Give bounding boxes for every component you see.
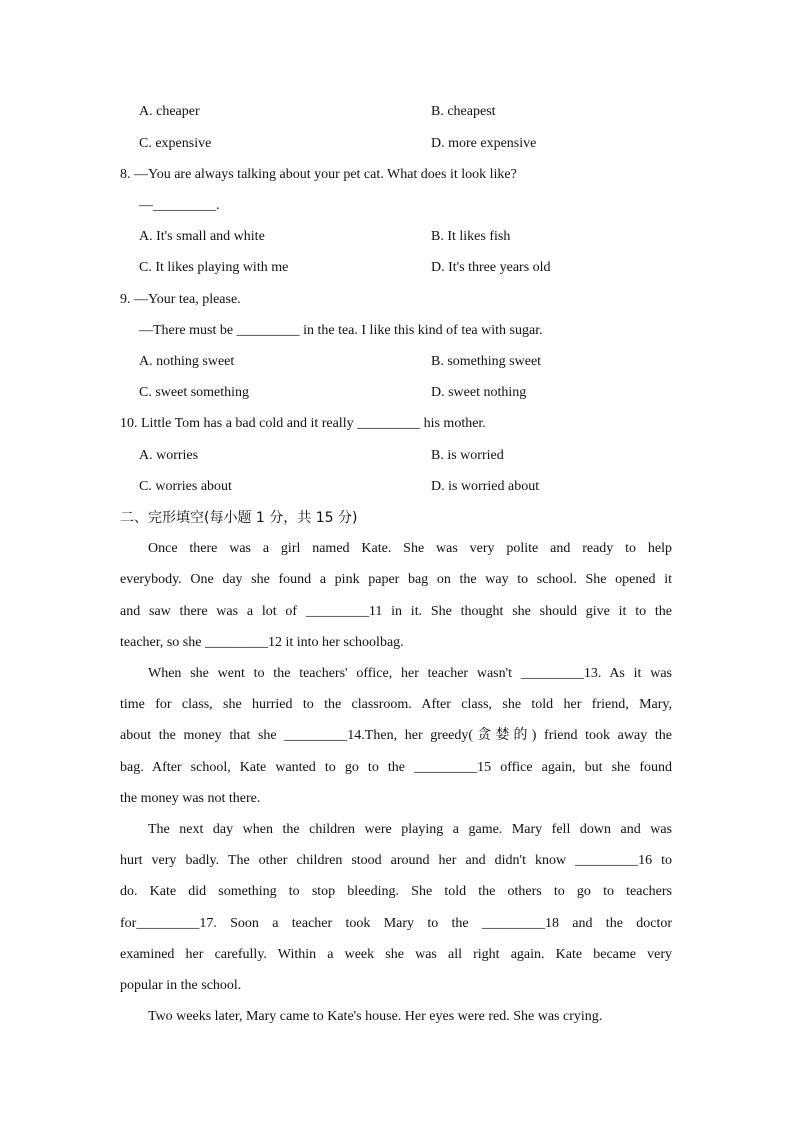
q9-option-a: A. nothing sweet [139, 354, 235, 369]
passage-line: bag. After school, Kate wanted to go to the _________15 office again, but she found [120, 760, 672, 775]
q9-answer-line: —There must be _________ in the tea. I like this kind of tea with sugar. [139, 323, 543, 338]
passage-line: everybody. One day she found a pink paper bag on the way to school. She opened it [120, 572, 672, 587]
q9-option-b: B. something sweet [431, 354, 542, 369]
passage-line: popular in the school. [120, 978, 242, 993]
q9-stem: 9. —Your tea, please. [120, 292, 241, 307]
passage-line: teacher, so she _________12 it into her schoolbag. [120, 635, 404, 650]
passage-line: Two weeks later, Mary came to Kate's house. Her eyes were red. She was crying. [148, 1009, 603, 1024]
q10-option-b: B. is worried [431, 448, 504, 463]
q7-option-c: C. expensive [139, 136, 212, 151]
q10-option-c: C. worries about [139, 479, 232, 494]
section-title: 二、完形填空(每小题 1 分，共 15 分) [120, 510, 358, 526]
passage-line: and saw there was a lot of _________11 in it. She thought she should give it to the [120, 604, 672, 619]
q8-option-a: A. It's small and white [139, 229, 265, 244]
passage-line: examined her carefully. Within a week she was all right again. Kate became very [120, 947, 672, 962]
q8-option-c: C. It likes playing with me [139, 260, 289, 275]
passage-line: When she went to the teachers' office, her teacher wasn't _________13. As it was [148, 666, 672, 681]
passage-line: time for class, she hurried to the classroom. After class, she told her friend, Mary, [120, 697, 672, 712]
q8-stem: 8. —You are always talking about your pet cat. What does it look like? [120, 167, 517, 182]
q9-option-c: C. sweet something [139, 385, 250, 400]
q10-option-a: A. worries [139, 448, 199, 463]
q9-option-d: D. sweet nothing [431, 385, 527, 400]
q10-stem: 10. Little Tom has a bad cold and it really _________ his mother. [120, 416, 486, 431]
passage-line: The next day when the children were playing a game. Mary fell down and was [148, 822, 672, 837]
q10-option-d: D. is worried about [431, 479, 540, 494]
q7-option-b: B. cheapest [431, 104, 496, 119]
q8-option-d: D. It's three years old [431, 260, 551, 275]
q7-option-a: A. cheaper [139, 104, 200, 119]
passage-line: for_________17. Soon a teacher took Mary to the _________18 and the doctor [120, 916, 672, 931]
passage-line: about the money that she _________14.Then, her greedy(贪婪的) friend took away the [120, 728, 672, 743]
passage-line: Once there was a girl named Kate. She was very polite and ready to help [148, 541, 672, 556]
passage-line: hurt very badly. The other children stood around her and didn't know _________16 to [120, 853, 672, 868]
passage-line: the money was not there. [120, 791, 261, 806]
passage-line: do. Kate did something to stop bleeding. She told the others to go to teachers [120, 884, 672, 899]
q8-answer-line: —_________. [139, 198, 220, 213]
q7-option-d: D. more expensive [431, 136, 537, 151]
q8-option-b: B. It likes fish [431, 229, 511, 244]
